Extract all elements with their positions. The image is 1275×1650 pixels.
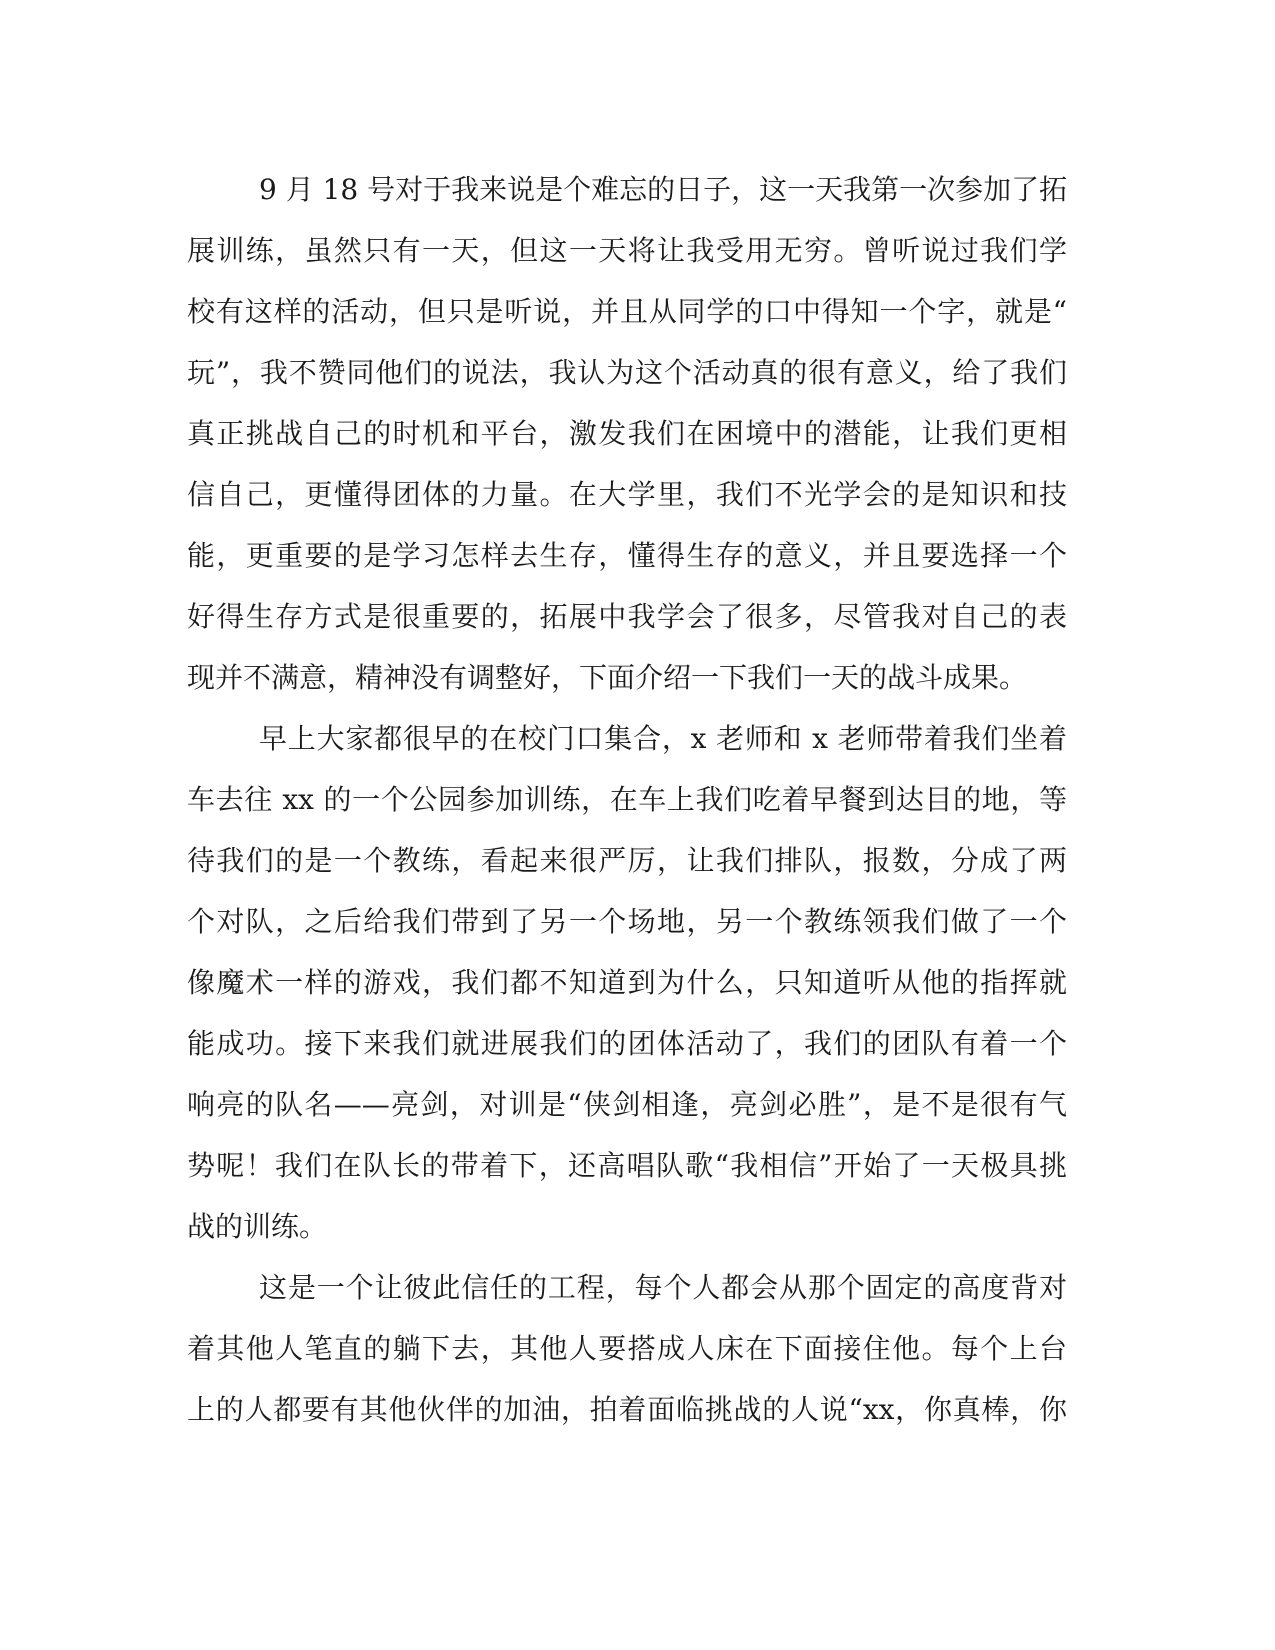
- text-line: 车去往 xx 的一个公园参加训练，在车上我们吃着早餐到达目的地，等: [187, 783, 1067, 816]
- paragraph-1: [187, 159, 1067, 708]
- text-line: 待我们的是一个教练，看起来很严厉，让我们排队，报数，分成了两: [187, 844, 1067, 877]
- text-line: 真正挑战自己的时机和平台，激发我们在困境中的潜能，让我们更相: [187, 417, 1067, 450]
- text-line: 响亮的队名——亮剑，对训是“侠剑相逢，亮剑必胜”，是不是很有气: [187, 1088, 1067, 1121]
- text-line: 势呢！我们在队长的带着下，还高唱队歌“我相信”开始了一天极具挑: [187, 1149, 1067, 1182]
- text-line: 能，更重要的是学习怎样去生存，懂得生存的意义，并且要选择一个: [187, 539, 1067, 572]
- paragraph-3: [187, 1257, 1067, 1440]
- text-line: 能成功。接下来我们就进展我们的团体活动了，我们的团队有着一个: [187, 1027, 1067, 1060]
- text-line: 战的训练。: [187, 1210, 328, 1243]
- text-line: 这是一个让彼此信任的工程，每个人都会从那个固定的高度背对: [259, 1271, 1067, 1304]
- paragraph-2: [187, 708, 1067, 1257]
- text-line: 着其他人笔直的躺下去，其他人要搭成人床在下面接住他。每个上台: [187, 1332, 1067, 1365]
- text-line: 现并不满意，精神没有调整好，下面介绍一下我们一天的战斗成果。: [187, 661, 1028, 694]
- text-line: 展训练，虽然只有一天，但这一天将让我受用无穷。曾听说过我们学: [187, 234, 1067, 267]
- text-line: 好得生存方式是很重要的，拓展中我学会了很多，尽管我对自己的表: [187, 600, 1067, 633]
- text-line: 9 月 18 号对于我来说是个难忘的日子，这一天我第一次参加了拓: [259, 173, 1068, 206]
- text-line: 信自己，更懂得团体的力量。在大学里，我们不光学会的是知识和技: [187, 478, 1067, 511]
- text-line: 上的人都要有其他伙伴的加油，拍着面临挑战的人说“xx，你真棒，你: [187, 1393, 1067, 1426]
- text-line: 个对队，之后给我们带到了另一个场地，另一个教练领我们做了一个: [187, 905, 1067, 938]
- document-body: [187, 159, 1067, 1440]
- text-line: 像魔术一样的游戏，我们都不知道到为什么，只知道听从他的指挥就: [187, 966, 1067, 999]
- text-line: 校有这样的活动，但只是听说，并且从同学的口中得知一个字，就是“: [187, 295, 1067, 328]
- text-line: 玩”，我不赞同他们的说法，我认为这个活动真的很有意义，给了我们: [187, 356, 1067, 389]
- text-line: 早上大家都很早的在校门口集合，x 老师和 x 老师带着我们坐着: [259, 722, 1067, 755]
